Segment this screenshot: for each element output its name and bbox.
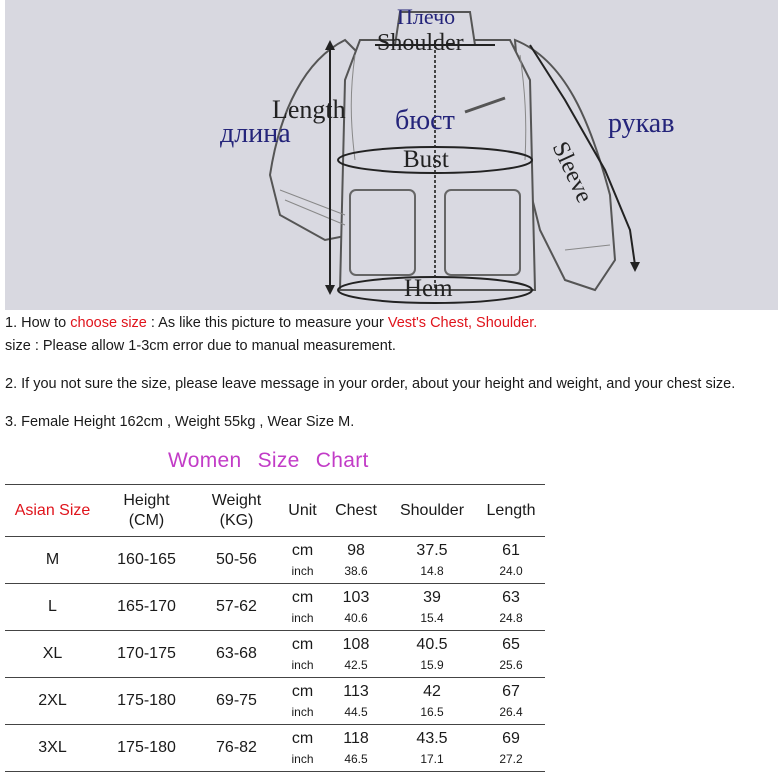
cell-size: M [45,551,60,568]
length-label-en: Length [272,95,346,124]
cell-unit: cm inch [291,730,314,766]
header-unit: Unit [280,485,325,537]
note-1-mid: : As like this picture to measure your [146,315,388,331]
cell-length: 65 25.6 [499,636,523,672]
header-asian-size: Asian Size [5,485,100,537]
cell-chest: 98 38.6 [344,542,368,578]
table-row [5,584,545,631]
header-shoulder: Shoulder [387,485,477,537]
hem-label-en: Hem [404,275,453,302]
table-row [5,725,545,772]
cell-chest: 113 44.5 [343,683,369,719]
header-weight: Weight (KG) [193,485,280,537]
bust-label-en: Bust [403,146,449,173]
cell-chest: 103 40.6 [342,589,370,625]
cell-weight: 50-56 [216,551,257,568]
cell-weight: 63-68 [216,645,257,662]
cell-height: 175-180 [117,692,176,709]
cell-unit: cm inch [291,636,314,672]
cell-unit: cm inch [291,542,314,578]
cell-size: L [48,598,57,615]
cell-height: 175-180 [117,739,176,756]
cell-chest: 108 42.5 [342,636,370,672]
cell-size: 3XL [38,739,67,756]
cell-length: 61 24.0 [499,542,523,578]
note-1-prefix: 1. How to [5,315,71,331]
length-label-ru: длина [220,118,291,149]
header-height: Height (CM) [100,485,193,537]
cell-chest: 118 46.5 [343,730,369,766]
note-1-highlight-2: Vest's Chest, Shoulder. [387,315,538,331]
sleeve-label-en: Sleeve [546,137,598,207]
table-header-row [5,485,545,537]
cell-shoulder: 42 16.5 [420,683,444,719]
note-1-line-2: size : Please allow 1-3cm error due to manual measurement. [5,338,396,354]
header-chest: Chest [325,485,387,537]
shoulder-label-en: Shoulder [377,30,464,56]
cell-shoulder: 37.5 14.8 [416,542,448,578]
table-row [5,537,545,584]
size-chart-title: Women Size Chart [168,449,369,472]
cell-unit: cm inch [291,589,314,625]
cell-shoulder: 40.5 15.9 [416,636,448,672]
cell-shoulder: 43.5 17.1 [416,730,448,766]
cell-height: 170-175 [117,645,176,662]
note-1-highlight: choose size [70,315,147,331]
table-row [5,678,545,725]
shoulder-label-ru: Плечо [397,4,456,29]
measurement-diagram [5,0,778,310]
cell-shoulder: 39 15.4 [420,589,444,625]
note-1 [5,314,537,332]
cell-height: 165-170 [117,598,176,615]
sleeve-label-ru: рукав [608,108,675,139]
cell-height: 160-165 [117,551,176,568]
cell-weight: 69-75 [216,692,257,709]
cell-length: 69 27.2 [499,730,523,766]
bust-label-ru: бюст [395,105,455,136]
size-chart-table [5,484,545,772]
note-2: 2. If you not sure the size, please leave message in your order, about your height and weight, and your chest size. [5,376,736,392]
cell-weight: 76-82 [216,739,257,756]
cell-size: XL [42,645,63,662]
cell-size: 2XL [38,692,67,709]
cell-length: 63 24.8 [499,589,523,625]
cell-length: 67 26.4 [499,683,523,719]
table-row [5,631,545,678]
header-length: Length [477,485,545,537]
note-3: 3. Female Height 162cm , Weight 55kg , Wear Size M. [5,414,355,430]
cell-weight: 57-62 [216,598,257,615]
cell-unit: cm inch [291,683,314,719]
